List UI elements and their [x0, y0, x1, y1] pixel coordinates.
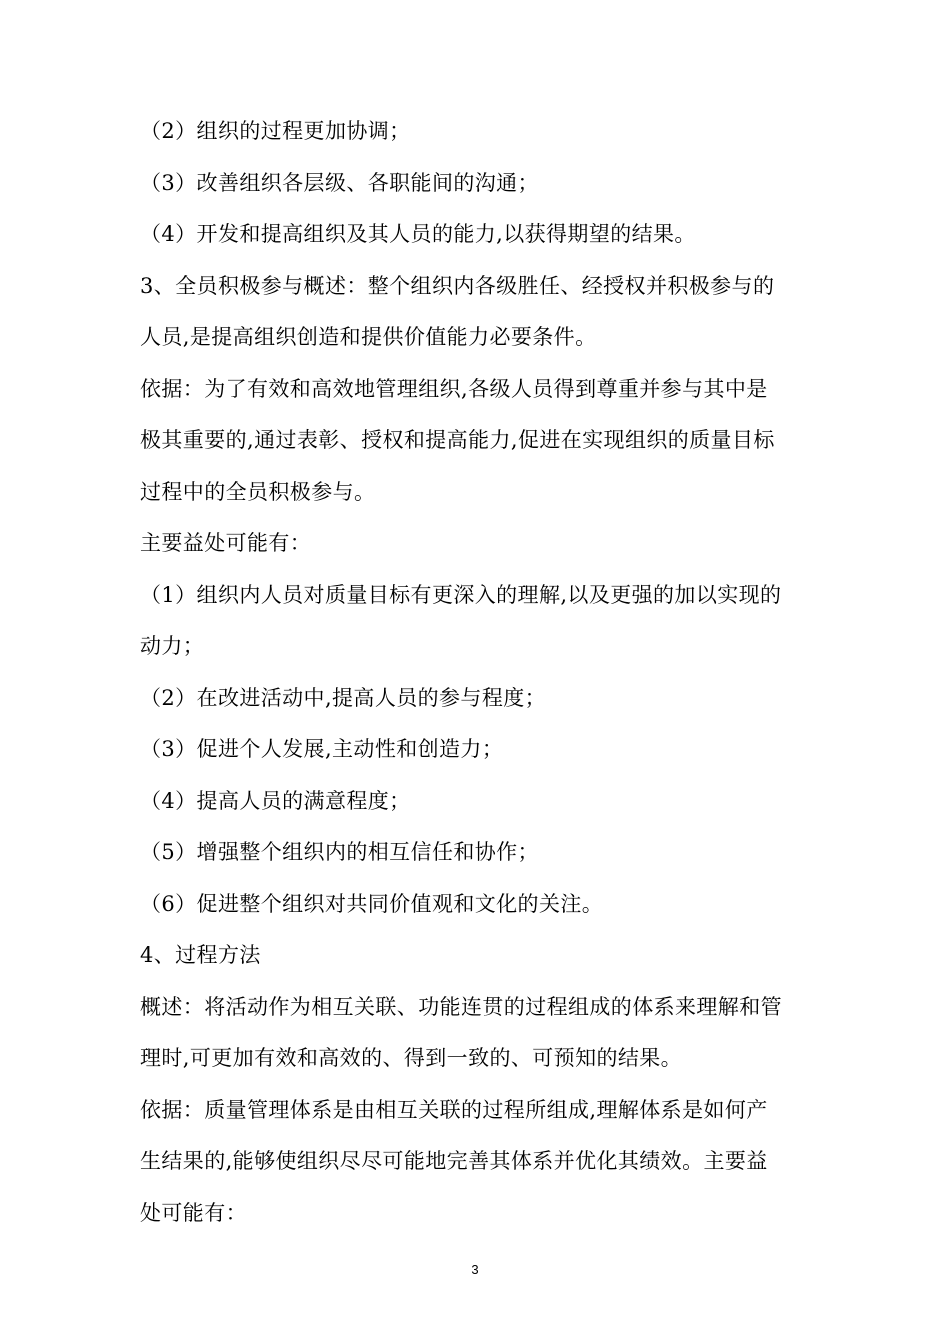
page-number: 3: [471, 1262, 479, 1277]
text-line: 人员,是提高组织创造和提供价值能力必要条件。: [140, 325, 597, 349]
text-line: （4）开发和提高组织及其人员的能力,以获得期望的结果。: [140, 222, 696, 246]
text-line: （5）增强整个组织内的相互信任和协作；: [140, 840, 539, 864]
text-line: 动力；: [140, 634, 205, 658]
text-line: 理时,可更加有效和高效的、得到一致的、可预知的结果。: [140, 1046, 683, 1070]
text-line: （2）在改进活动中,提高人员的参与程度；: [140, 685, 547, 710]
text-line: （3）促进个人发展,主动性和创造力；: [140, 737, 504, 761]
document-body: [140, 118, 820, 1251]
text-line: （6）促进整个组织对共同价值观和文化的关注。: [140, 891, 604, 916]
text-line: 主要益处可能有：: [140, 531, 312, 555]
text-line: （2）组织的过程更加协调；: [140, 119, 411, 143]
text-line: （4）提高人员的满意程度；: [140, 788, 411, 813]
text-line: 生结果的,能够使组织尽尽可能地完善其体系并优化其绩效。主要益: [140, 1149, 768, 1173]
text-line: 依据：为了有效和高效地管理组织,各级人员得到尊重并参与其中是: [140, 376, 768, 401]
text-line: 概述：将活动作为相互关联、功能连贯的过程组成的体系来理解和管: [140, 994, 782, 1019]
text-line: 3、全员积极参与概述：整个组织内各级胜任、经授权并积极参与的: [140, 273, 775, 298]
text-line: （1）组织内人员对质量目标有更深入的理解,以及更强的加以实现的: [140, 582, 782, 607]
text-line: 处可能有：: [140, 1200, 247, 1225]
text-line: 依据：质量管理体系是由相互关联的过程所组成,理解体系是如何产: [140, 1097, 768, 1122]
text-line: 过程中的全员积极参与。: [140, 479, 376, 504]
text-line: 极其重要的,通过表彰、授权和提高能力,促进在实现组织的质量目标: [140, 428, 775, 452]
text-line: （3）改善组织各层级、各职能间的沟通；: [140, 170, 539, 195]
text-line: 4、过程方法: [140, 943, 261, 967]
